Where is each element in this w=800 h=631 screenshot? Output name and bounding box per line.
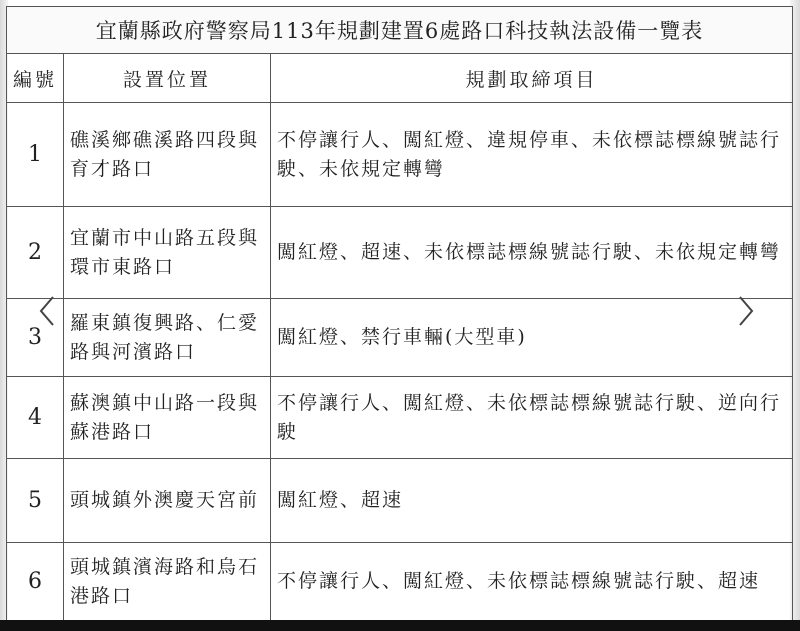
row-number: 2 bbox=[7, 207, 64, 299]
table-row bbox=[7, 299, 793, 377]
table-row bbox=[7, 207, 793, 299]
prev-button[interactable] bbox=[34, 294, 60, 330]
chevron-right-icon bbox=[736, 301, 756, 336]
row-items: 闖紅燈、超速 bbox=[271, 459, 793, 543]
bottom-bar bbox=[0, 620, 800, 631]
chevron-left-icon bbox=[37, 301, 57, 336]
row-location: 礁溪鄉礁溪路四段與育才路口 bbox=[64, 103, 271, 207]
row-items: 闖紅燈、禁行車輛(大型車) bbox=[271, 299, 793, 377]
row-items: 闖紅燈、超速、未依標誌標線號誌行駛、未依規定轉彎 bbox=[271, 207, 793, 299]
row-number: 6 bbox=[7, 543, 64, 621]
row-items: 不停讓行人、闖紅燈、違規停車、未依標誌標線號誌行駛、未依規定轉彎 bbox=[271, 103, 793, 207]
row-location: 宜蘭市中山路五段與環市東路口 bbox=[64, 207, 271, 299]
next-button[interactable] bbox=[733, 294, 759, 330]
header-num: 編號 bbox=[7, 54, 64, 103]
table-row bbox=[7, 543, 793, 621]
table-row bbox=[7, 377, 793, 459]
header-location: 設置位置 bbox=[64, 54, 271, 103]
table-row bbox=[7, 459, 793, 543]
row-location: 頭城鎮濱海路和烏石港路口 bbox=[64, 543, 271, 621]
row-items: 不停讓行人、闖紅燈、未依標誌標線號誌行駛、超速 bbox=[271, 543, 793, 621]
row-location: 頭城鎮外澳慶天宮前 bbox=[64, 459, 271, 543]
header-items: 規劃取締項目 bbox=[271, 54, 793, 103]
table-row bbox=[7, 103, 793, 207]
row-number: 1 bbox=[7, 103, 64, 207]
row-number: 5 bbox=[7, 459, 64, 543]
equipment-table bbox=[6, 6, 793, 621]
row-location: 蘇澳鎮中山路一段與蘇港路口 bbox=[64, 377, 271, 459]
row-items: 不停讓行人、闖紅燈、未依標誌標線號誌行駛、逆向行駛 bbox=[271, 377, 793, 459]
row-location: 羅東鎮復興路、仁愛路與河濱路口 bbox=[64, 299, 271, 377]
table-title: 宜蘭縣政府警察局113年規劃建置6處路口科技執法設備一覽表 bbox=[7, 7, 793, 54]
row-number: 4 bbox=[7, 377, 64, 459]
row-number: 3 bbox=[7, 299, 64, 377]
